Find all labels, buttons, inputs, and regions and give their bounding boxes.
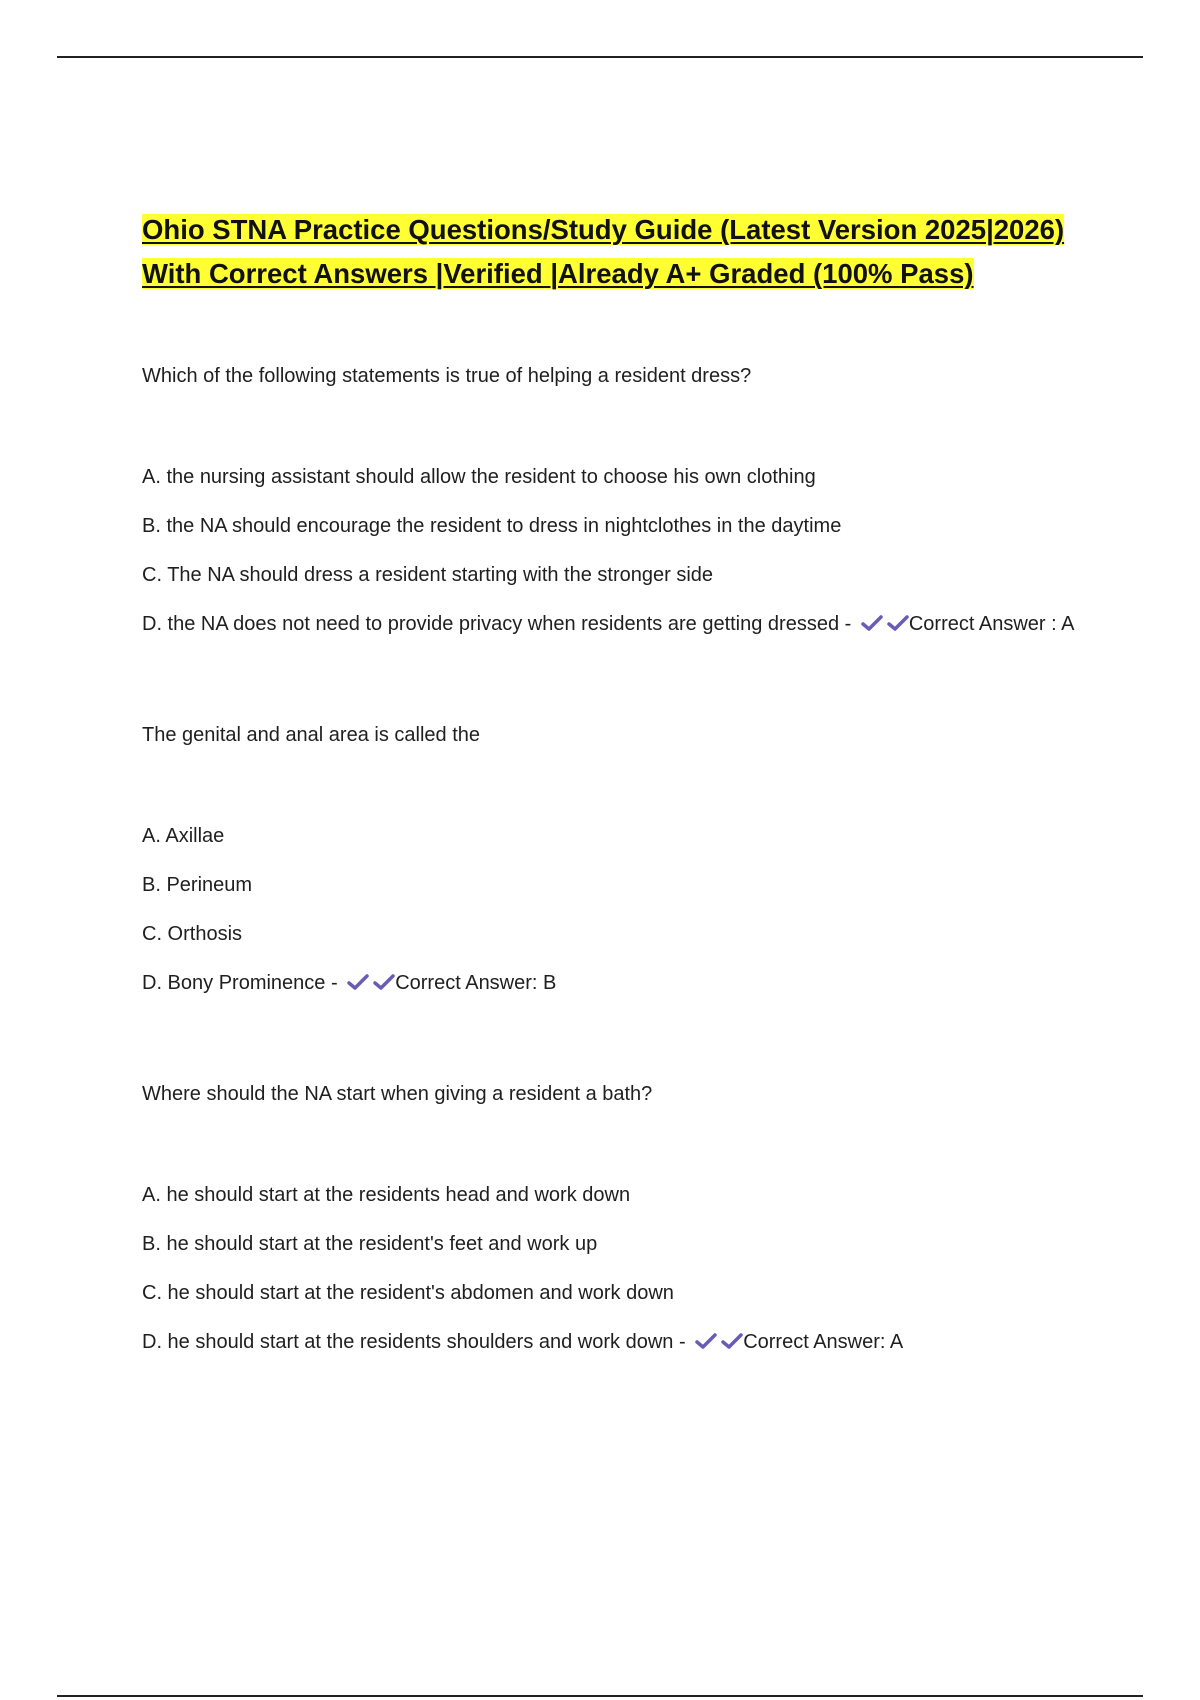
top-rule	[57, 56, 1143, 58]
check-icon	[861, 614, 883, 632]
option-a: A. he should start at the residents head and work down	[142, 1184, 631, 1206]
question-block	[142, 362, 1082, 641]
option-b: B. Perineum	[142, 874, 253, 896]
bottom-rule	[57, 1695, 1143, 1697]
option-a: A. Axillae	[142, 825, 225, 847]
option-b: B. the NA should encourage the resident to dress in nightclothes in the daytime	[142, 515, 842, 537]
option-d-text: D. Bony Prominence -	[142, 972, 338, 994]
option-c: C. The NA should dress a resident starting with the stronger side	[142, 564, 714, 586]
question-block	[142, 1080, 1082, 1359]
document-title	[142, 208, 1082, 296]
check-icon	[373, 973, 395, 991]
question-text: Which of the following statements is true of helping a resident dress?	[142, 365, 752, 387]
option-b: B. he should start at the resident's feet and work up	[142, 1233, 598, 1255]
check-icon	[887, 614, 909, 632]
option-d	[142, 607, 1082, 641]
title-highlight: Ohio STNA Practice Questions/Study Guide (Latest Version 2025|2026) With Correct Answers |Verified |Already A+ Graded (100% Pass)	[142, 214, 1065, 289]
correct-answer: Correct Answer: B	[395, 972, 557, 994]
option-c: C. he should start at the resident's abdomen and work down	[142, 1282, 674, 1304]
question-text: Where should the NA start when giving a resident a bath?	[142, 1083, 653, 1105]
document-body	[142, 208, 1082, 1439]
check-icon	[721, 1332, 743, 1350]
option-d	[142, 966, 1082, 1000]
option-a: A. the nursing assistant should allow the resident to choose his own clothing	[142, 466, 816, 488]
option-d	[142, 1325, 1082, 1359]
question-text: The genital and anal area is called the	[142, 724, 481, 746]
correct-answer: Correct Answer : A	[908, 613, 1075, 635]
option-d-text: D. the NA does not need to provide privacy when residents are getting dressed -	[142, 613, 852, 635]
question-block	[142, 721, 1082, 1000]
check-icon	[347, 973, 369, 991]
check-icon	[695, 1332, 717, 1350]
correct-answer: Correct Answer: A	[743, 1331, 904, 1353]
option-d-text: D. he should start at the residents shoulders and work down -	[142, 1331, 686, 1353]
option-c: C. Orthosis	[142, 923, 243, 945]
